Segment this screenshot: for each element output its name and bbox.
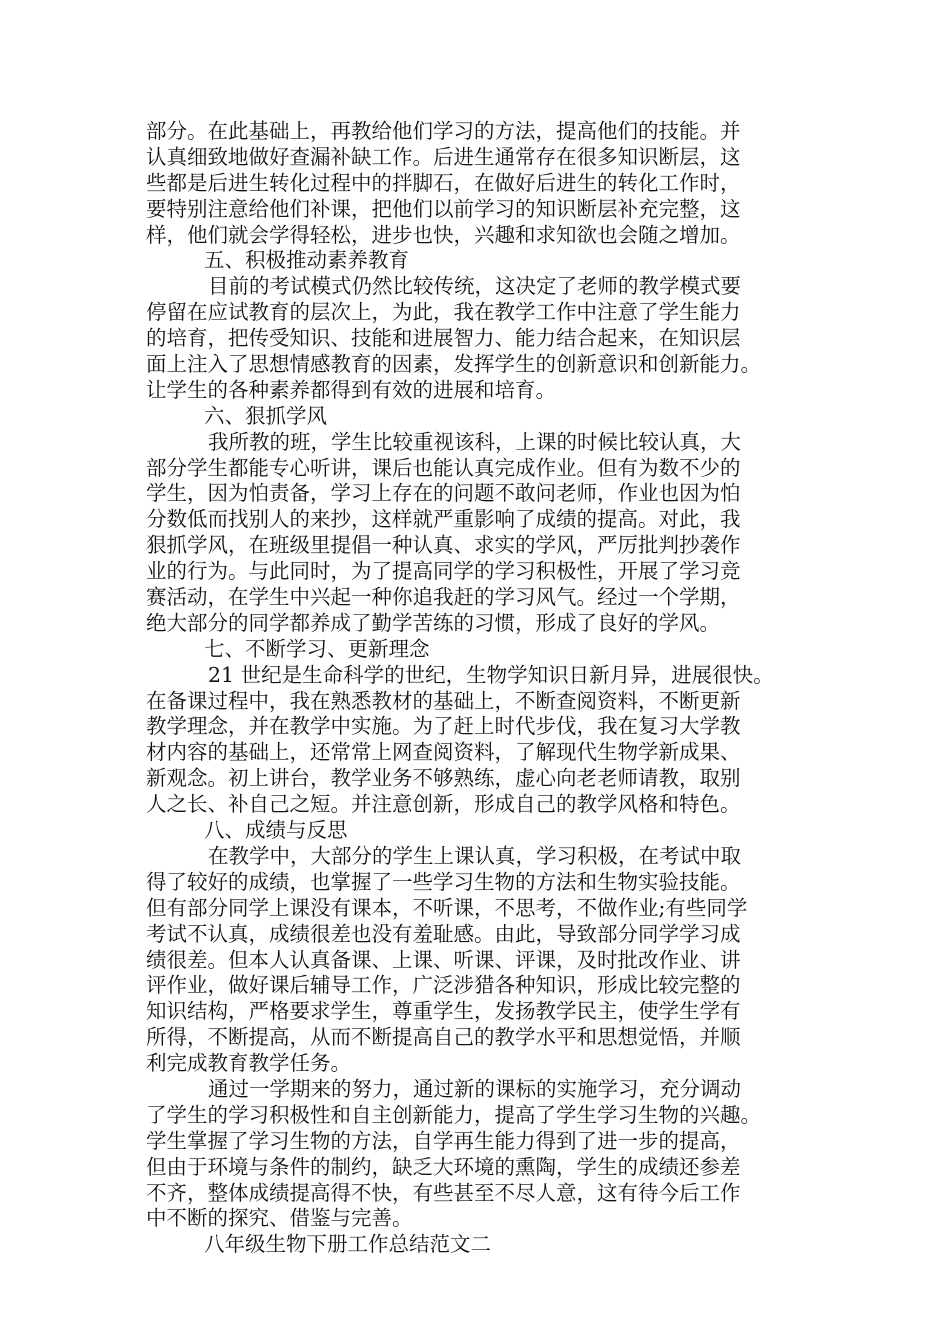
paragraph-line: 让学生的各种素养都得到有效的进展和培育。 xyxy=(146,377,556,402)
section-heading: 五、积极推动素养教育 xyxy=(204,248,409,273)
paragraph-line: 考试不认真，成绩很差也没有羞耻感。由此，导致部分同学学习成 xyxy=(146,921,741,946)
paragraph-line: 狠抓学风，在班级里提倡一种认真、求实的学风，严厉批判抄袭作 xyxy=(146,533,741,558)
paragraph-line: 分数低而找别人的来抄，这样就严重影响了成绩的提高。对此，我 xyxy=(146,507,741,532)
paragraph-line: 教学理念，并在教学中实施。为了赶上时代步伐，我在复习大学教 xyxy=(146,714,741,739)
paragraph-line: 业的行为。与此同时，为了提高同学的学习积极性，开展了学习竞 xyxy=(146,559,741,584)
paragraph-line: 知识结构，严格要求学生，尊重学生，发扬教学民主，使学生学有 xyxy=(146,999,741,1024)
paragraph-first-line: 21 世纪是生命科学的世纪，生物学知识日新月异，进展很快。 xyxy=(208,662,774,687)
paragraph-line: 材内容的基础上，还常常上网查阅资料，了解现代生物学新成果、 xyxy=(146,740,741,765)
paragraph-line: 利完成教育教学任务。 xyxy=(146,1051,351,1076)
paragraph-line: 但由于环境与条件的制约，缺乏大环境的熏陶，学生的成绩还参差 xyxy=(146,1154,741,1179)
paragraph-line: 评作业，做好课后辅导工作，广泛涉猎各种知识，形成比较完整的 xyxy=(146,973,741,998)
paragraph-line: 部分学生都能专心听讲，课后也能认真完成作业。但有为数不少的 xyxy=(146,455,741,480)
paragraph-line: 所得，不断提高，从而不断提高自己的教学水平和思想觉悟，并顺 xyxy=(146,1025,741,1050)
paragraph-line: 绝大部分的同学都养成了勤学苦练的习惯，形成了良好的学风。 xyxy=(146,610,720,635)
paragraph-line: 赛活动，在学生中兴起一种你追我赶的学习风气。经过一个学期， xyxy=(146,585,741,610)
paragraph-line: 面上注入了思想情感教育的因素，发挥学生的创新意识和创新能力。 xyxy=(146,352,761,377)
section-heading: 六、狠抓学风 xyxy=(204,403,327,428)
paragraph-line: 绩很差。但本人认真备课、上课、听课、评课，及时批改作业、讲 xyxy=(146,947,741,972)
paragraph-first-line: 目前的考试模式仍然比较传统，这决定了老师的教学模式要 xyxy=(208,274,741,299)
section-heading: 七、不断学习、更新理念 xyxy=(204,636,430,661)
paragraph-line: 些都是后进生转化过程中的拌脚石，在做好后进生的转化工作时， xyxy=(146,170,741,195)
paragraph-line: 不齐，整体成绩提高得不快，有些甚至不尽人意，这有待今后工作 xyxy=(146,1180,741,1205)
paragraph-line: 停留在应试教育的层次上，为此，我在教学工作中注意了学生能力 xyxy=(146,300,741,325)
section-heading: 八、成绩与反思 xyxy=(204,818,348,843)
paragraph-first-line: 通过一学期来的努力，通过新的课标的实施学习，充分调动 xyxy=(208,1076,741,1101)
paragraph-line: 部分。在此基础上，再教给他们学习的方法，提高他们的技能。并 xyxy=(146,119,741,143)
document-body xyxy=(146,119,810,1258)
paragraph-line: 人之长、补自己之短。并注意创新，形成自己的教学风格和特色。 xyxy=(146,792,741,817)
paragraph-line: 学生掌握了学习生物的方法，自学再生能力得到了进一步的提高， xyxy=(146,1128,741,1153)
paragraph-line: 要特别注意给他们补课，把他们以前学习的知识断层补充完整，这 xyxy=(146,196,741,221)
paragraph-line: 认真细致地做好查漏补缺工作。后进生通常存在很多知识断层，这 xyxy=(146,144,741,169)
paragraph-first-line: 在教学中，大部分的学生上课认真，学习积极，在考试中取 xyxy=(208,843,741,868)
paragraph-first-line: 我所教的班，学生比较重视该科，上课的时候比较认真，大 xyxy=(208,429,741,454)
paragraph-line: 得了较好的成绩，也掌握了一些学习生物的方法和生物实验技能。 xyxy=(146,869,741,894)
section-heading: 八年级生物下册工作总结范文二 xyxy=(204,1232,491,1257)
paragraph-line: 但有部分同学上课没有课本，不听课，不思考，不做作业;有些同学 xyxy=(146,895,748,920)
paragraph-line: 学生，因为怕责备，学习上存在的问题不敢问老师，作业也因为怕 xyxy=(146,481,741,506)
paragraph-line: 在备课过程中，我在熟悉教材的基础上，不断查阅资料，不断更新 xyxy=(146,688,741,713)
paragraph-line: 了学生的学习积极性和自主创新能力，提高了学生学习生物的兴趣。 xyxy=(146,1102,761,1127)
paragraph-line: 样，他们就会学得轻松，进步也快，兴趣和求知欲也会随之增加。 xyxy=(146,222,741,247)
paragraph-line: 新观念。初上讲台，教学业务不够熟练，虚心向老老师请教，取别 xyxy=(146,766,741,791)
paragraph-line: 的培育，把传受知识、技能和进展智力、能力结合起来，在知识层 xyxy=(146,326,741,351)
paragraph-line: 中不断的探究、借鉴与完善。 xyxy=(146,1206,413,1231)
